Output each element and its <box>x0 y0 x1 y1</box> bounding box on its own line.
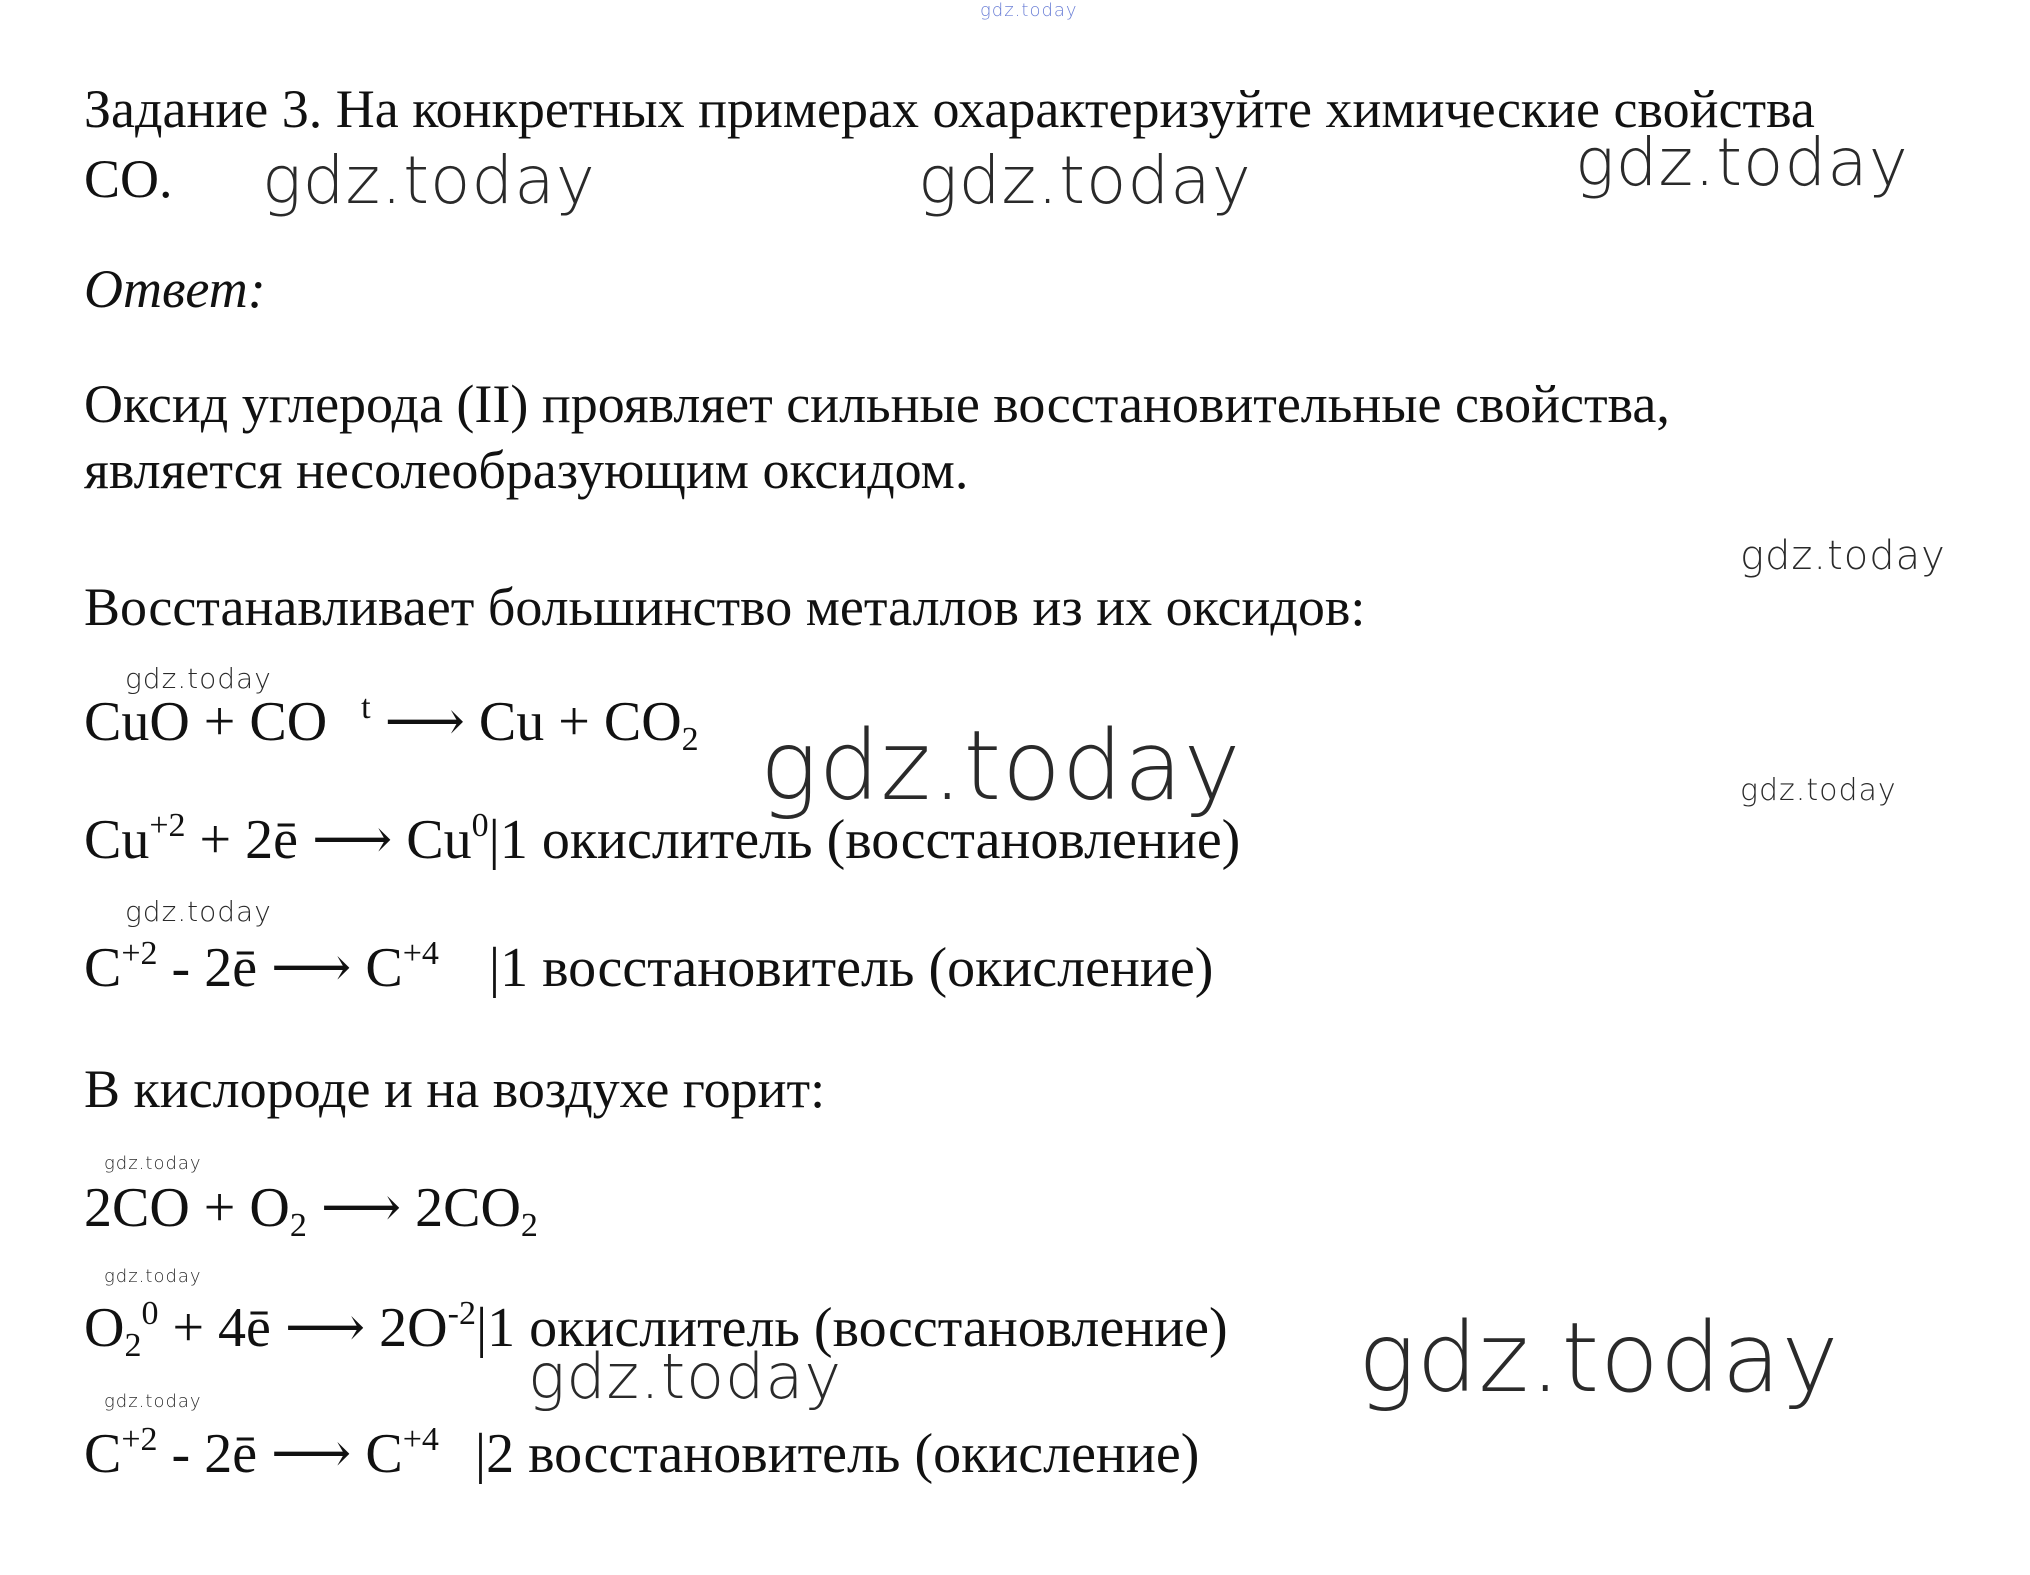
watermark: gdz.today <box>1740 533 1946 579</box>
section1-heading: Восстанавливает большинство металлов из их оксидов: <box>84 577 1366 637</box>
intro-line-2: является несолеобразующим оксидом. <box>84 440 969 500</box>
section2-heading: В кислороде и на воздухе горит: <box>84 1059 826 1119</box>
equation-o2-reduction: $O_2^0$ + 4ē ⟶ $2O^{-2}|1$ окислитель (восстановление) <box>84 1295 1228 1364</box>
watermark: gdz.today <box>760 710 1242 822</box>
watermark: gdz.today <box>104 1153 202 1174</box>
header-watermark: gdz.today <box>980 0 1078 21</box>
watermark: gdz.today <box>104 1391 202 1412</box>
equation-c-oxidation-2: $C^{+2}$ - 2ē ⟶ $C^{+4}$ |2 восстановитель (окисление) <box>84 1421 1200 1485</box>
watermark: gdz.today <box>528 1340 843 1413</box>
watermark: gdz.today <box>1740 773 1897 808</box>
watermark: gdz.today <box>125 895 272 928</box>
equation-cu-reduction: $Cu^{+2}$ + 2ē ⟶ Cu$^0$|1 окислитель (восстановление) <box>84 807 1241 871</box>
task-line-2: CO. <box>84 149 173 209</box>
equation-cuo-co: CuO + CO $^t$ ⟶ $Cu + CO_2$ <box>84 689 699 758</box>
watermark: gdz.today <box>125 662 272 695</box>
equation-c-oxidation-1: $C^{+2}$ - 2ē ⟶ $C^{+4}$ |1 восстановитель (окисление) <box>84 935 1214 999</box>
watermark: gdz.today <box>918 142 1252 219</box>
task-line-1: Задание 3. На конкретных примерах охарактеризуйте химические свойства <box>84 79 1815 139</box>
watermark: gdz.today <box>1575 124 1909 201</box>
watermark: gdz.today <box>1358 1302 1840 1414</box>
watermark: gdz.today <box>262 142 596 219</box>
intro-line-1: Оксид углерода (II) проявляет сильные восстановительные свойства, <box>84 374 1670 434</box>
watermark: gdz.today <box>104 1266 202 1287</box>
equation-co-combustion: $2CO + O_2$ ⟶ $2CO_2$ <box>84 1177 538 1244</box>
answer-label: Ответ: <box>84 259 266 319</box>
